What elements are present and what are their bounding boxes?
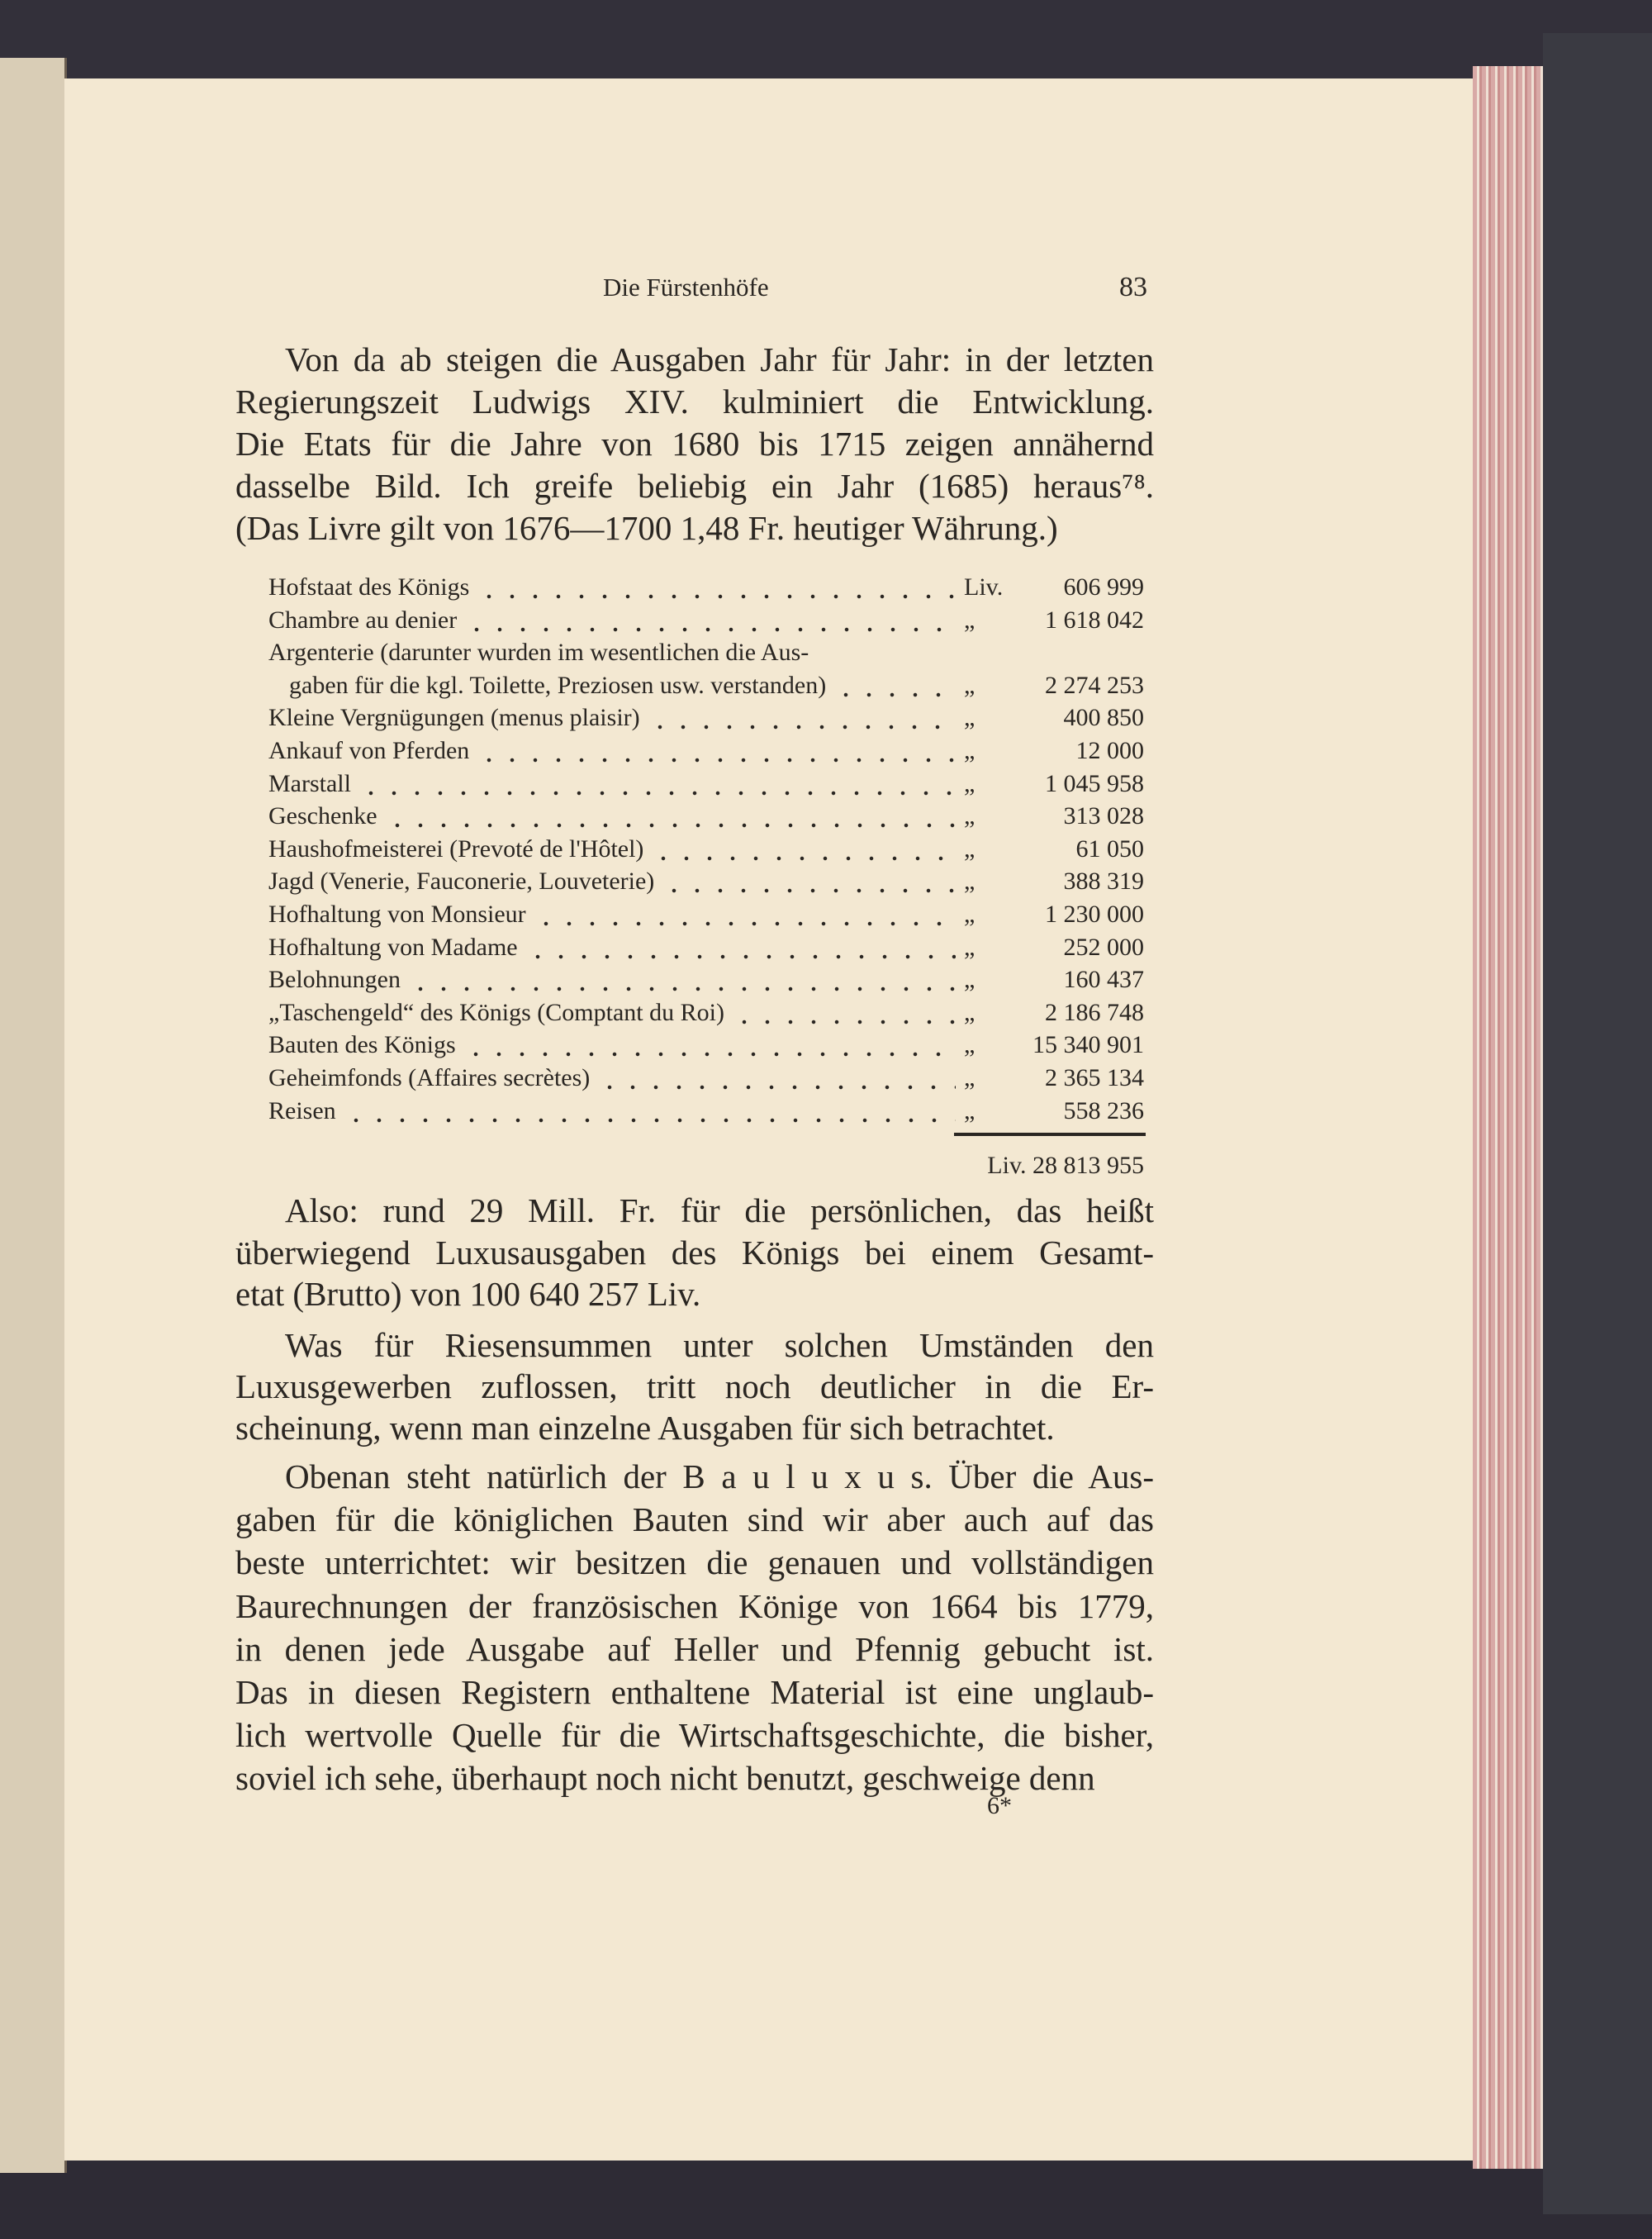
running-head: Die Fürstenhöfe xyxy=(603,273,769,302)
table-row xyxy=(268,866,1144,897)
table-row xyxy=(268,735,1144,767)
text-line: Die Etats für die Jahre von 1680 bis 1715 zeigen annähernd xyxy=(235,425,1154,463)
table-row xyxy=(268,605,1144,636)
table-row xyxy=(268,997,1144,1029)
row-value: 160 437 xyxy=(1063,966,1144,994)
page-edges xyxy=(1473,66,1543,2169)
row-label: Geschenke xyxy=(268,802,377,830)
left-page-edge xyxy=(0,58,67,2173)
dot-leader xyxy=(464,1029,956,1061)
dot-leader xyxy=(652,834,956,865)
table-row xyxy=(268,1096,1144,1127)
dot-leader xyxy=(344,1096,956,1127)
row-value: 313 028 xyxy=(1063,802,1144,830)
table-row xyxy=(268,1062,1144,1094)
row-value: 388 319 xyxy=(1063,868,1144,896)
row-unit: „ xyxy=(964,868,976,896)
table-row xyxy=(268,801,1144,832)
row-unit: Liv. xyxy=(964,573,1004,601)
text-line: überwiegend Luxusausgaben des Königs bei einem Gesamt- xyxy=(235,1233,1154,1272)
row-label: Argenterie (darunter wurden im wesentlichen die Aus- xyxy=(268,639,809,667)
row-label: Jagd (Venerie, Fauconerie, Louveterie) xyxy=(268,868,655,896)
signature-mark: 6* xyxy=(987,1792,1012,1819)
row-value: 12 000 xyxy=(1075,737,1144,764)
row-value: 2 365 134 xyxy=(1045,1064,1144,1091)
text-line: Regierungszeit Ludwigs XIV. kulminiert die Entwicklung. xyxy=(235,383,1154,421)
row-label: Bauten des Königs xyxy=(268,1031,456,1059)
row-unit: „ xyxy=(964,1031,976,1059)
text-line: dasselbe Bild. Ich greife beliebig ein Jahr (1685) heraus⁷⁸. xyxy=(235,467,1154,505)
table-row xyxy=(268,964,1144,996)
row-label: Ankauf von Pferden xyxy=(268,737,470,764)
dot-leader xyxy=(817,637,956,668)
row-value: 252 000 xyxy=(1063,933,1144,961)
text-line: Das in diesen Registern enthaltene Material ist eine unglaub- xyxy=(235,1673,1154,1711)
dot-leader xyxy=(598,1062,956,1094)
sum-rule xyxy=(954,1133,1146,1136)
dot-leader xyxy=(534,899,956,930)
row-value: 606 999 xyxy=(1063,573,1144,601)
dot-leader xyxy=(465,605,956,636)
row-value: 558 236 xyxy=(1063,1096,1144,1124)
row-value: 2 186 748 xyxy=(1045,998,1144,1026)
dot-leader xyxy=(359,768,956,800)
row-label: Geheimfonds (Affaires secrètes) xyxy=(268,1064,591,1091)
dot-leader xyxy=(477,735,956,767)
row-value: 1 618 042 xyxy=(1045,606,1144,634)
table-row xyxy=(268,768,1144,800)
row-value: 1 045 958 xyxy=(1045,769,1144,797)
text-line: lich wertvolle Quelle für die Wirtschaftsgeschichte, die bisher, xyxy=(235,1716,1154,1755)
row-unit: „ xyxy=(964,966,976,994)
dot-leader xyxy=(526,932,956,963)
row-label: Kleine Vergnügungen (menus plaisir) xyxy=(268,704,640,732)
row-label: Belohnungen xyxy=(268,966,401,994)
total-value: Liv. 28 813 955 xyxy=(987,1152,1144,1179)
row-label: Chambre au denier xyxy=(268,606,458,634)
row-unit: „ xyxy=(964,1096,976,1124)
row-unit: „ xyxy=(964,704,976,732)
dot-leader xyxy=(648,702,956,734)
table-row xyxy=(289,670,1144,701)
row-unit xyxy=(964,637,1004,668)
row-value: 400 850 xyxy=(1063,704,1144,732)
text-line: gaben für die königlichen Bauten sind wir aber auch auf das xyxy=(235,1500,1154,1539)
row-unit: „ xyxy=(964,1064,976,1091)
row-unit: „ xyxy=(964,998,976,1026)
row-label: Hofhaltung von Madame xyxy=(268,933,518,961)
row-label: Reisen xyxy=(268,1096,336,1124)
row-value: 15 340 901 xyxy=(1032,1031,1144,1059)
row-label: gaben für die kgl. Toilette, Preziosen usw. verstanden) xyxy=(289,671,827,699)
dot-leader xyxy=(386,801,956,832)
table-row xyxy=(268,932,1144,963)
row-label: Haushofmeisterei (Prevoté de l'Hôtel) xyxy=(268,834,644,863)
row-value: 2 274 253 xyxy=(1045,671,1144,699)
book-cover-top xyxy=(0,0,1652,78)
text-line: beste unterrichtet: wir besitzen die genauen und vollständigen xyxy=(235,1543,1154,1582)
text-line: Luxusgewerben zuflossen, tritt noch deutlicher in die Er- xyxy=(235,1367,1154,1405)
text-line: Baurechnungen der französischen Könige von 1664 bis 1779, xyxy=(235,1586,1154,1625)
table-row xyxy=(268,834,1144,865)
text-line: scheinung, wenn man einzelne Ausgaben für sich betrachtet. xyxy=(235,1409,1055,1447)
row-unit: „ xyxy=(964,769,976,797)
table-row xyxy=(268,899,1144,930)
text-line: Von da ab steigen die Ausgaben Jahr für Jahr: in der letzten xyxy=(285,340,1154,378)
text-line: (Das Livre gilt von 1676—1700 1,48 Fr. heutiger Währung.) xyxy=(235,509,1058,547)
row-value: 1 230 000 xyxy=(1045,901,1144,928)
text-line: Also: rund 29 Mill. Fr. für die persönlichen, das heißt xyxy=(285,1191,1154,1229)
dot-leader xyxy=(477,572,956,603)
dot-leader xyxy=(409,964,956,996)
text-line: soviel ich sehe, überhaupt noch nicht benutzt, geschweige denn xyxy=(235,1759,1095,1798)
table-row xyxy=(268,1029,1144,1061)
row-value: 61 050 xyxy=(1075,834,1144,863)
row-label: Hofhaltung von Monsieur xyxy=(268,901,526,928)
table-row xyxy=(268,637,1144,668)
book-cover-right xyxy=(1543,33,1652,2214)
text-line: etat (Brutto) von 100 640 257 Liv. xyxy=(235,1275,701,1313)
dot-leader xyxy=(662,866,956,897)
row-unit: „ xyxy=(964,802,976,830)
row-unit: „ xyxy=(964,834,976,863)
row-unit: „ xyxy=(964,737,976,764)
table-total xyxy=(268,1150,1144,1181)
row-unit: „ xyxy=(964,606,976,634)
dot-leader xyxy=(733,997,956,1029)
row-label: „Taschengeld“ des Königs (Comptant du Roi) xyxy=(268,998,724,1026)
page-number: 83 xyxy=(1119,272,1147,302)
row-unit: „ xyxy=(964,901,976,928)
row-unit: „ xyxy=(964,933,976,961)
row-label: Marstall xyxy=(268,769,351,797)
text-line: Obenan steht natürlich der B a u l u x u s. Über die Aus- xyxy=(285,1457,1154,1495)
text-line: Was für Riesensummen unter solchen Umständen den xyxy=(285,1326,1154,1364)
row-value xyxy=(1004,637,1144,668)
text-line: in denen jede Ausgabe auf Heller und Pfennig gebucht ist. xyxy=(235,1629,1154,1668)
row-unit: „ xyxy=(964,671,976,699)
dot-leader xyxy=(834,670,956,701)
table-row xyxy=(268,572,1144,603)
table-row xyxy=(268,702,1144,734)
row-label: Hofstaat des Königs xyxy=(268,573,470,601)
